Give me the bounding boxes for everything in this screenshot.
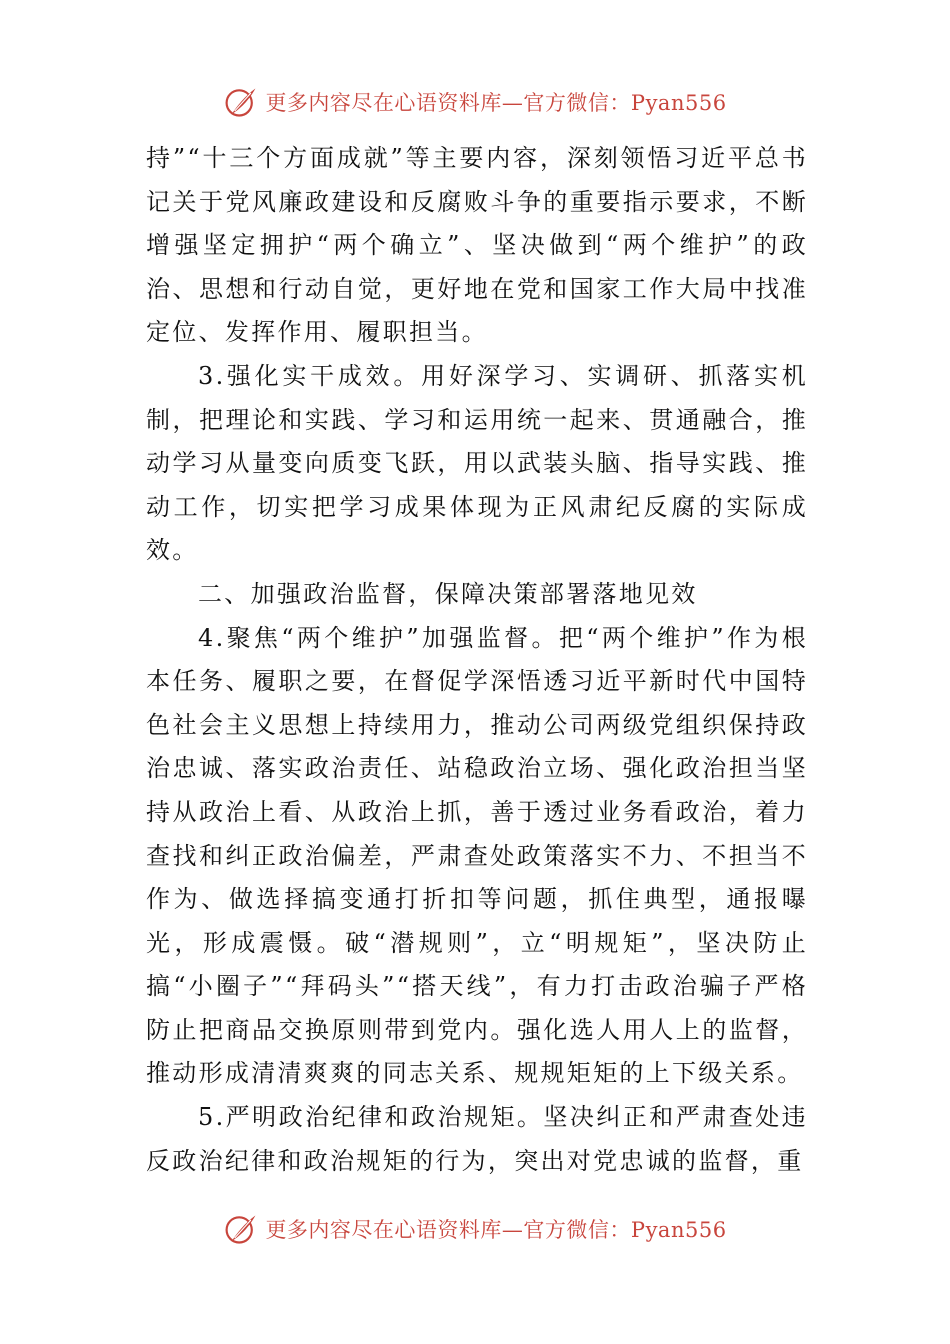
paragraph: 持”“十三个方面成就”等主要内容，深刻领悟习近平总书记关于党风廉政建设和反腐败斗争的重要指示要求，不断增强坚定拥护“两个确立”、坚决做到“两个维护”的政治、思想和行动自觉，更好地在党和国家工作大局中找准定位、发挥作用、履职担当。	[146, 144, 808, 347]
watermark-text: 更多内容尽在心语资料库—官方微信：Pyan556	[265, 1218, 727, 1242]
paragraph: 5.严明政治纪律和政治规矩。坚决纠正和严肃查处违反政治纪律和政治规矩的行为，突出对党忠诚的监督，重	[146, 1103, 808, 1175]
quill-logo-icon	[223, 1211, 259, 1247]
watermark-banner-bottom	[0, 1211, 950, 1247]
watermark-text: 更多内容尽在心语资料库—官方微信：Pyan556	[265, 91, 727, 115]
quill-logo-icon	[223, 84, 259, 120]
watermark-banner-top	[0, 84, 950, 120]
section-heading: 二、加强政治监督，保障决策部署落地见效	[198, 579, 698, 608]
paragraph: 3.强化实干成效。用好深学习、实调研、抓落实机制，把理论和实践、学习和运用统一起来、贯通融合，推动学习从量变向质变飞跃，用以武装头脑、指导实践、推动工作，切实把学习成果体现为正风肃纪反腐的实际成效。	[146, 361, 808, 565]
paragraph: 4.聚焦“两个维护”加强监督。把“两个维护”作为根本任务、履职之要，在督促学深悟透习近平新时代中国特色社会主义思想上持续用力，推动公司两级党组织保持政治忠诚、落实政治责任、站稳政治立场、强化政治担当坚持从政治上看、从政治上抓，善于透过业务看政治，着力查找和纠正政治偏差，严肃查处政策落实不力、不担当不作为、做选择搞变通打折扣等问题，抓住典型，通报曝光，形成震慑。破“潜规则”，立“明规矩”，坚决防止搞“小圈子”“拜码头”“搭天线”，有力打击政治骗子严格防止把商品交换原则带到党内。强化选人用人上的监督，推动形成清清爽爽的同志关系、规规矩矩的上下级关系。	[146, 623, 808, 1088]
document-body	[146, 137, 808, 1183]
